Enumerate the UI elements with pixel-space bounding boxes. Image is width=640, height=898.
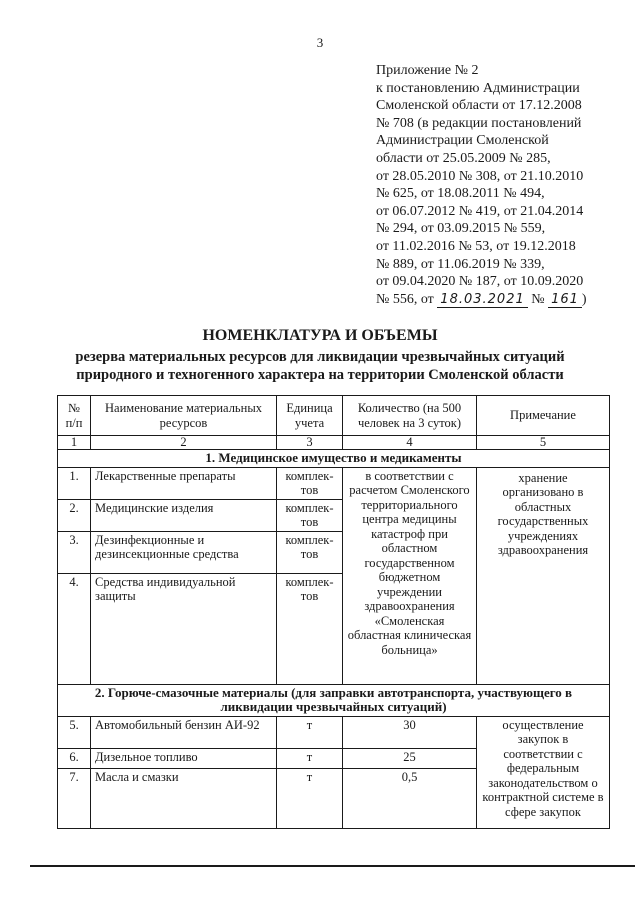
subtitle-line: резерва материальных ресурсов для ликвидации чрезвычайных ситуаций <box>75 349 565 365</box>
row-quantity: 0,5 <box>343 768 477 828</box>
section-header-row <box>58 684 610 716</box>
appendix-line: Администрации Смоленской <box>376 133 549 149</box>
row-num: 3. <box>58 531 91 573</box>
appendix-line: № 708 (в редакции постановлений <box>376 115 582 131</box>
row-unit: комплек-тов <box>277 573 343 684</box>
row-num: 7. <box>58 768 91 828</box>
column-number: 5 <box>477 436 610 450</box>
section-header-row <box>58 450 610 468</box>
column-number: 4 <box>343 436 477 450</box>
appendix-line: № 625, от 18.08.2011 № 494, <box>376 186 545 202</box>
row-num: 1. <box>58 467 91 499</box>
row-name: Лекарственные препараты <box>91 467 277 499</box>
row-quantity: 30 <box>343 716 477 748</box>
section2-note: осуществление закупок в соответствии с федеральным законодательством о контрактной системе в сфере закупок <box>477 716 610 828</box>
subtitle-line: природного и техногенного характера на территории Смоленской области <box>76 367 564 383</box>
column-numbers-row <box>58 436 610 450</box>
appendix-line: к постановлению Администрации <box>376 80 580 96</box>
row-name: Медицинские изделия <box>91 499 277 531</box>
section-title: 1. Медицинское имущество и медикаменты <box>58 450 610 468</box>
section1-note: хранение организовано в областных государственных учреждениях здравоохранения <box>477 467 610 684</box>
row-num: 4. <box>58 573 91 684</box>
bottom-divider <box>30 865 635 867</box>
table-header-row <box>58 396 610 436</box>
appendix-last-prefix: № 556, от <box>376 291 434 307</box>
appendix-line: области от 25.05.2009 № 285, <box>376 150 551 166</box>
row-unit: т <box>277 748 343 768</box>
number-sign: № <box>531 291 545 307</box>
appendix-line: от 06.07.2012 № 419, от 21.04.2014 <box>376 203 584 219</box>
row-unit: т <box>277 716 343 748</box>
section-title: 2. Горюче-смазочные материалы (для заправки автотранспорта, участвующего в ликвидации чрезвычайных ситуаций) <box>58 684 610 716</box>
row-unit: комплек-тов <box>277 499 343 531</box>
table-row <box>58 716 610 748</box>
table-row <box>58 467 610 499</box>
header-quantity: Количество (на 500 человек на 3 суток) <box>343 396 477 436</box>
column-number: 1 <box>58 436 91 450</box>
row-name: Дезинфекционные и дезинсекционные средства <box>91 531 277 573</box>
appendix-line: № 889, от 11.06.2019 № 339, <box>376 256 545 272</box>
column-number: 2 <box>91 436 277 450</box>
row-name: Масла и смазки <box>91 768 277 828</box>
column-number: 3 <box>277 436 343 450</box>
row-num: 2. <box>58 499 91 531</box>
header-num: № п/п <box>58 396 91 436</box>
appendix-line: от 28.05.2010 № 308, от 21.10.2010 <box>376 168 584 184</box>
row-unit: комплек-тов <box>277 467 343 499</box>
header-unit: Единица учета <box>277 396 343 436</box>
row-name: Автомобильный бензин АИ-92 <box>91 716 277 748</box>
appendix-line: № 294, от 03.09.2015 № 559, <box>376 221 546 237</box>
row-unit: комплек-тов <box>277 531 343 573</box>
appendix-line: Приложение № 2 <box>376 63 479 78</box>
document-title: НОМЕНКЛАТУРА И ОБЪЕМЫ <box>202 327 438 344</box>
handwritten-number: 161 <box>548 293 582 308</box>
row-quantity: 25 <box>343 748 477 768</box>
appendix-line: от 09.04.2020 № 187, от 10.09.2020 <box>376 274 584 290</box>
section1-quantity: в соответствии с расчетом Смоленского территориального центра медицины катастроф при областном государственном бюджетном учреждении здравоохранения «Смоленская областная клиническая больница» <box>343 467 477 684</box>
row-num: 6. <box>58 748 91 768</box>
appendix-line: Смоленской области от 17.12.2008 <box>376 98 582 114</box>
row-num: 5. <box>58 716 91 748</box>
handwritten-date: 18.03.2021 <box>437 293 527 308</box>
row-name: Средства индивидуальной защиты <box>91 573 277 684</box>
document-subtitle <box>0 348 640 384</box>
row-unit: т <box>277 768 343 828</box>
appendix-last-line <box>376 291 616 309</box>
appendix-line: от 11.02.2016 № 53, от 19.12.2018 <box>376 238 576 254</box>
row-name: Дизельное топливо <box>91 748 277 768</box>
page-number: 3 <box>316 35 324 50</box>
appendix-block <box>376 62 616 308</box>
header-note: Примечание <box>477 396 610 436</box>
closing-paren: ) <box>581 291 587 307</box>
header-name: Наименование материальных ресурсов <box>91 396 277 436</box>
resources-table <box>57 395 610 829</box>
